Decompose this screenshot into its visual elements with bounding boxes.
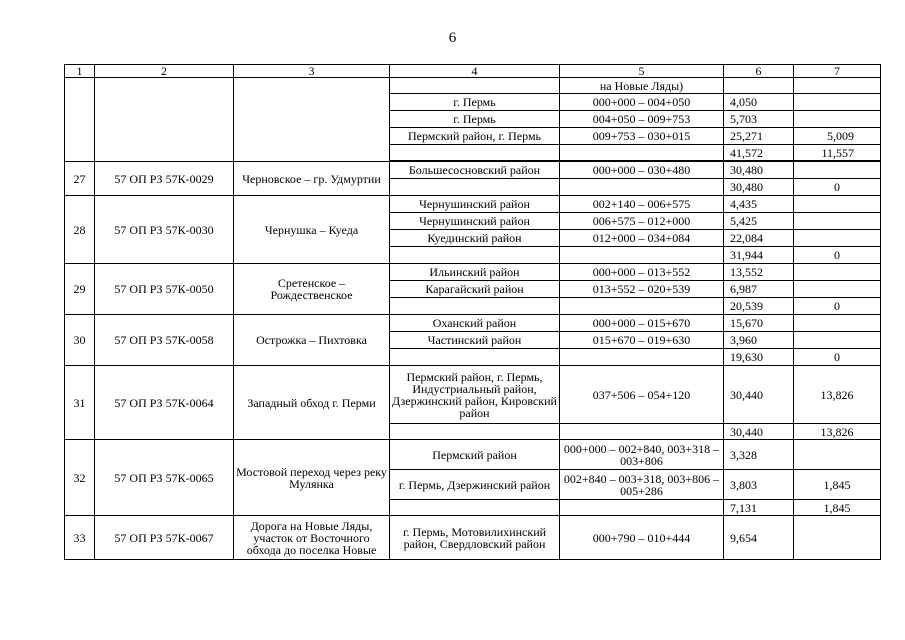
cell-area — [390, 78, 560, 94]
cell-num: 29 — [65, 264, 95, 315]
cell-km — [560, 424, 724, 440]
cell-km — [560, 298, 724, 315]
cell-length: 30,440 — [724, 366, 794, 424]
cell-extra: 1,845 — [794, 470, 881, 500]
cell-num: 32 — [65, 440, 95, 516]
cell-km — [560, 500, 724, 516]
cell-num: 33 — [65, 516, 95, 560]
header-cell: 5 — [560, 65, 724, 78]
cell-extra — [794, 264, 881, 281]
cell-extra — [794, 516, 881, 560]
cell-area — [390, 349, 560, 366]
cell-length: 30,480 — [724, 162, 794, 179]
cell-extra — [794, 230, 881, 247]
cell-length: 30,480 — [724, 179, 794, 196]
cell-num — [65, 78, 95, 162]
cell-length: 9,654 — [724, 516, 794, 560]
table-row — [65, 440, 881, 470]
cell-name: Западный обход г. Перми — [234, 366, 390, 440]
cell-area: г. Пермь — [390, 94, 560, 111]
cell-num: 28 — [65, 196, 95, 264]
cell-km: 004+050 – 009+753 — [560, 111, 724, 128]
cell-code: 57 ОП РЗ 57К-0058 — [95, 315, 234, 366]
cell-name: Сретенское – Рождественское — [234, 264, 390, 315]
cell-area: Пермский район — [390, 440, 560, 470]
cell-km: на Новые Ляды) — [560, 78, 724, 94]
cell-area: Оханский район — [390, 315, 560, 332]
cell-extra — [794, 213, 881, 230]
cell-code: 57 ОП РЗ 57К-0067 — [95, 516, 234, 560]
cell-km — [560, 349, 724, 366]
cell-km: 012+000 – 034+084 — [560, 230, 724, 247]
table-row — [65, 516, 881, 560]
cell-area: г. Пермь, Дзержинский район — [390, 470, 560, 500]
cell-km — [560, 179, 724, 196]
cell-km: 013+552 – 020+539 — [560, 281, 724, 298]
cell-km: 002+840 – 003+318, 003+806 – 005+286 — [560, 470, 724, 500]
cell-extra — [794, 94, 881, 111]
cell-num: 31 — [65, 366, 95, 440]
page-number: 6 — [448, 30, 457, 46]
cell-length: 5,425 — [724, 213, 794, 230]
cell-length: 22,084 — [724, 230, 794, 247]
cell-km: 000+790 – 010+444 — [560, 516, 724, 560]
cell-km: 006+575 – 012+000 — [560, 213, 724, 230]
cell-area: Куединский район — [390, 230, 560, 247]
cell-extra — [794, 162, 881, 179]
cell-length — [724, 78, 794, 94]
header-cell: 1 — [65, 65, 95, 78]
cell-area — [390, 500, 560, 516]
roads-table — [64, 64, 881, 560]
cell-length: 31,944 — [724, 247, 794, 264]
cell-km: 037+506 – 054+120 — [560, 366, 724, 424]
cell-code: 57 ОП РЗ 57К-0050 — [95, 264, 234, 315]
cell-length: 25,271 — [724, 128, 794, 145]
cell-area: Большесосновский район — [390, 162, 560, 179]
cell-extra: 0 — [794, 179, 881, 196]
cell-name: Чернушка – Куеда — [234, 196, 390, 264]
cell-name: Дорога на Новые Ляды, участок от Восточного обхода до поселка Новые — [234, 516, 390, 560]
cell-length: 13,552 — [724, 264, 794, 281]
cell-extra: 13,826 — [794, 424, 881, 440]
header-cell: 4 — [390, 65, 560, 78]
cell-name: Острожка – Пихтовка — [234, 315, 390, 366]
cell-extra: 0 — [794, 298, 881, 315]
cell-extra — [794, 111, 881, 128]
table-row — [65, 78, 881, 94]
cell-name — [234, 78, 390, 162]
cell-length: 30,440 — [724, 424, 794, 440]
cell-area — [390, 247, 560, 264]
cell-km: 015+670 – 019+630 — [560, 332, 724, 349]
cell-km: 009+753 – 030+015 — [560, 128, 724, 145]
cell-code: 57 ОП РЗ 57К-0029 — [95, 162, 234, 196]
cell-extra — [794, 281, 881, 298]
cell-extra — [794, 78, 881, 94]
cell-num: 27 — [65, 162, 95, 196]
cell-km: 000+000 – 015+670 — [560, 315, 724, 332]
cell-name: Мостовой переход через реку Мулянка — [234, 440, 390, 516]
table-row — [65, 315, 881, 332]
cell-area: Ильинский район — [390, 264, 560, 281]
cell-km — [560, 247, 724, 264]
cell-extra — [794, 315, 881, 332]
header-cell: 3 — [234, 65, 390, 78]
cell-length: 5,703 — [724, 111, 794, 128]
header-cell: 6 — [724, 65, 794, 78]
cell-extra — [794, 440, 881, 470]
cell-area: Пермский район, г. Пермь, Индустриальный район, Дзержинский район, Кировский район — [390, 366, 560, 424]
cell-length: 4,435 — [724, 196, 794, 213]
header-row — [65, 65, 881, 78]
cell-extra: 0 — [794, 349, 881, 366]
cell-km: 000+000 – 004+050 — [560, 94, 724, 111]
cell-length: 41,572 — [724, 145, 794, 161]
table-row — [65, 264, 881, 281]
cell-code: 57 ОП РЗ 57К-0064 — [95, 366, 234, 440]
cell-area: Чернушинский район — [390, 196, 560, 213]
cell-length: 4,050 — [724, 94, 794, 111]
cell-extra: 5,009 — [794, 128, 881, 145]
header-cell: 7 — [794, 65, 881, 78]
cell-length: 7,131 — [724, 500, 794, 516]
cell-extra: 0 — [794, 247, 881, 264]
cell-length: 19,630 — [724, 349, 794, 366]
cell-code: 57 ОП РЗ 57К-0030 — [95, 196, 234, 264]
cell-km: 002+140 – 006+575 — [560, 196, 724, 213]
cell-length: 15,670 — [724, 315, 794, 332]
cell-area: Чернушинский район — [390, 213, 560, 230]
cell-code — [95, 78, 234, 162]
cell-extra: 13,826 — [794, 366, 881, 424]
cell-extra: 1,845 — [794, 500, 881, 516]
cell-km: 000+000 – 030+480 — [560, 162, 724, 179]
cell-length: 3,960 — [724, 332, 794, 349]
cell-area: Карагайский район — [390, 281, 560, 298]
table-row — [65, 162, 881, 179]
cell-area: Частинский район — [390, 332, 560, 349]
cell-area: г. Пермь, Мотовилихинский район, Свердловский район — [390, 516, 560, 560]
cell-area: Пермский район, г. Пермь — [390, 128, 560, 145]
cell-extra — [794, 196, 881, 213]
table-row — [65, 366, 881, 424]
table-row — [65, 196, 881, 213]
cell-length: 6,987 — [724, 281, 794, 298]
cell-area — [390, 145, 560, 161]
cell-km: 000+000 – 002+840, 003+318 – 003+806 — [560, 440, 724, 470]
cell-area: г. Пермь — [390, 111, 560, 128]
cell-length: 3,328 — [724, 440, 794, 470]
header-cell: 2 — [95, 65, 234, 78]
cell-length: 3,803 — [724, 470, 794, 500]
cell-km: 000+000 – 013+552 — [560, 264, 724, 281]
cell-code: 57 ОП РЗ 57К-0065 — [95, 440, 234, 516]
cell-name: Черновское – гр. Удмуртии — [234, 162, 390, 196]
cell-extra: 11,557 — [794, 145, 881, 161]
cell-num: 30 — [65, 315, 95, 366]
cell-extra — [794, 332, 881, 349]
cell-area — [390, 298, 560, 315]
cell-area — [390, 424, 560, 440]
cell-km — [560, 145, 724, 161]
cell-length: 20,539 — [724, 298, 794, 315]
cell-area — [390, 179, 560, 196]
